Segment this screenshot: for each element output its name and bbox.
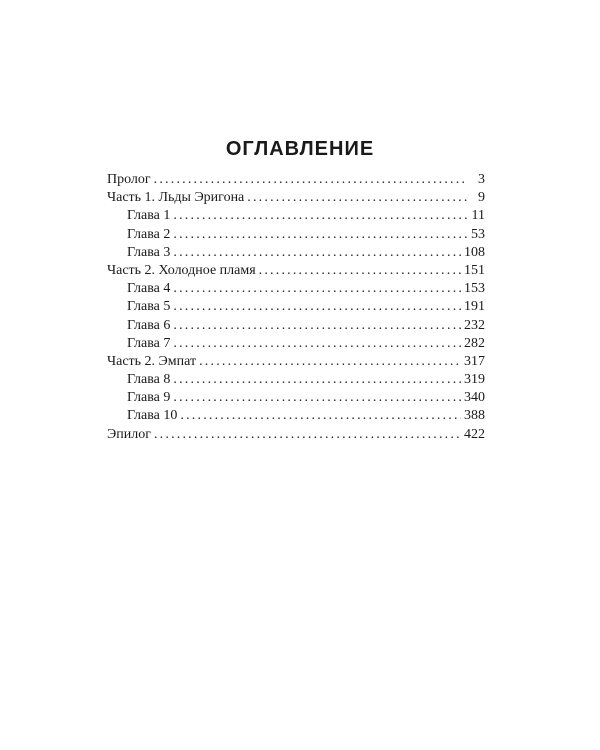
toc-entry-label: Часть 2. Эмпат: [107, 353, 197, 369]
toc-entry: [107, 317, 485, 335]
toc-dot-leader: [180, 407, 461, 425]
toc-entry: [107, 353, 485, 371]
toc-entry-page: 151: [464, 262, 485, 278]
toc-entry: [107, 389, 485, 407]
toc-entry-page: 317: [464, 353, 485, 369]
toc-entry: [107, 371, 485, 389]
toc-dot-leader: [173, 371, 461, 389]
toc-dot-leader: [199, 353, 461, 371]
toc-dot-leader: [154, 171, 468, 189]
toc-entry-page: 340: [464, 390, 485, 406]
toc-entry-page: 153: [464, 281, 485, 297]
toc-entry: [107, 335, 485, 353]
toc-entry-page: 108: [464, 244, 485, 260]
toc-entry: [107, 262, 485, 280]
toc-entry-page: 53: [471, 226, 485, 242]
toc-entry-label: Глава 5: [127, 299, 171, 315]
toc-dot-leader: [154, 426, 461, 444]
toc-entry-label: Глава 2: [127, 226, 171, 242]
toc-dot-leader: [173, 244, 461, 262]
toc-entry-label: Часть 2. Холодное пламя: [107, 262, 256, 278]
toc-entry-page: 11: [471, 208, 485, 224]
toc-entry-label: Глава 7: [127, 335, 171, 351]
toc-entry-page: 3: [478, 172, 485, 187]
toc-entry: [107, 280, 485, 298]
toc-dot-leader: [173, 298, 461, 316]
toc-dot-leader: [247, 189, 468, 207]
toc-entry-label: Глава 1: [127, 208, 171, 224]
toc-entry-label: Глава 10: [127, 408, 178, 424]
toc-dot-leader: [173, 389, 461, 407]
toc-entry-label: Эпилог: [107, 426, 151, 442]
toc-entry: [107, 244, 485, 262]
toc-dot-leader: [173, 226, 468, 244]
toc-dot-leader: [173, 280, 461, 298]
toc-entry: [107, 298, 485, 316]
toc-entry: [107, 171, 485, 189]
table-of-contents: [107, 171, 485, 444]
toc-entry-page: 191: [464, 299, 485, 315]
toc-entry-label: Пролог: [107, 172, 151, 187]
toc-entry-page: 9: [478, 190, 485, 206]
toc-entry-page: 319: [464, 372, 485, 388]
toc-entry: [107, 226, 485, 244]
toc-entry-label: Часть 1. Льды Эригона: [107, 190, 245, 206]
toc-entry: [107, 189, 485, 207]
toc-entry-page: 422: [464, 426, 485, 442]
page-title: ОГЛАВЛЕНИЕ: [225, 138, 375, 160]
toc-entry-label: Глава 8: [127, 372, 171, 388]
toc-entry-label: Глава 9: [127, 390, 171, 406]
toc-entry: [107, 207, 485, 225]
toc-dot-leader: [259, 262, 461, 280]
toc-entry-page: 282: [464, 335, 485, 351]
toc-entry-page: 232: [464, 317, 485, 333]
toc-entry-label: Глава 4: [127, 281, 171, 297]
toc-entry-page: 388: [464, 408, 485, 424]
toc-dot-leader: [173, 317, 461, 335]
toc-entry: [107, 426, 485, 444]
toc-entry-label: Глава 3: [127, 244, 171, 260]
toc-entry: [107, 407, 485, 425]
toc-dot-leader: [173, 335, 461, 353]
toc-dot-leader: [173, 207, 468, 225]
toc-entry-label: Глава 6: [127, 317, 171, 333]
